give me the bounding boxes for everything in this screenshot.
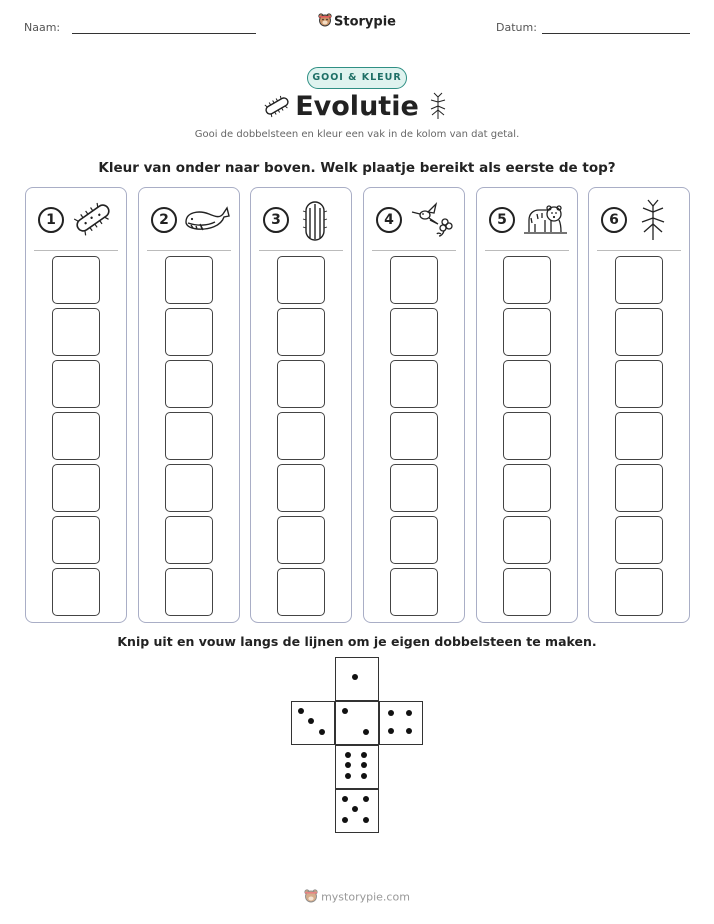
coloring-instruction: Kleur van onder naar boven. Welk plaatje bereikt als eerste de top? <box>98 160 616 176</box>
color-box[interactable] <box>52 516 100 564</box>
column-header <box>372 188 456 251</box>
pip <box>345 752 351 758</box>
die-face-3[interactable] <box>291 701 335 745</box>
pip <box>342 817 348 823</box>
pip <box>361 752 367 758</box>
date-label: Datum: <box>496 21 537 34</box>
color-box[interactable] <box>390 308 438 356</box>
color-box[interactable] <box>277 516 325 564</box>
column-header <box>485 188 569 251</box>
column-header <box>259 188 343 251</box>
die-face-2[interactable] <box>335 701 379 745</box>
die-face-5[interactable] <box>335 789 379 833</box>
color-box[interactable] <box>390 360 438 408</box>
color-box[interactable] <box>52 308 100 356</box>
color-box[interactable] <box>52 360 100 408</box>
color-box[interactable] <box>615 308 663 356</box>
color-box[interactable] <box>390 568 438 616</box>
color-box[interactable] <box>165 256 213 304</box>
color-box[interactable] <box>503 256 551 304</box>
pip <box>298 708 304 714</box>
color-box[interactable] <box>165 464 213 512</box>
color-box[interactable] <box>615 256 663 304</box>
color-box[interactable] <box>277 256 325 304</box>
subtitle: Gooi de dobbelsteen en kleur een vak in de kolom van dat getal. <box>194 129 520 140</box>
pip <box>345 773 351 779</box>
color-box[interactable] <box>165 568 213 616</box>
color-box[interactable] <box>390 256 438 304</box>
color-box[interactable] <box>503 464 551 512</box>
pip <box>388 710 394 716</box>
column-3 <box>250 187 352 623</box>
date-line[interactable] <box>542 33 690 34</box>
die-face-6[interactable] <box>335 745 379 789</box>
color-box[interactable] <box>52 568 100 616</box>
footer <box>0 889 714 906</box>
pip <box>342 796 348 802</box>
color-box[interactable] <box>52 464 100 512</box>
brand-logo <box>0 13 714 31</box>
stick-insect-icon <box>633 198 673 246</box>
column-header <box>34 188 118 251</box>
stick-insect-title-icon <box>428 92 448 124</box>
color-box[interactable] <box>503 360 551 408</box>
brand-name: Storypie <box>334 14 396 30</box>
color-box[interactable] <box>277 308 325 356</box>
column-header <box>147 188 231 251</box>
color-box[interactable] <box>52 256 100 304</box>
name-label: Naam: <box>24 21 61 34</box>
color-box[interactable] <box>390 464 438 512</box>
color-box[interactable] <box>277 360 325 408</box>
color-box[interactable] <box>165 360 213 408</box>
pip <box>345 762 351 768</box>
page-title: Evolutie <box>295 91 419 122</box>
polar-bear-icon <box>521 198 569 242</box>
pip <box>361 773 367 779</box>
pip <box>388 728 394 734</box>
cut-instruction: Knip uit en vouw langs de lijnen om je eigen dobbelsteen te maken. <box>117 634 597 649</box>
color-box[interactable] <box>615 360 663 408</box>
pip <box>319 729 325 735</box>
bacterium-icon <box>70 198 116 242</box>
number-circle: 3 <box>263 207 289 233</box>
pip <box>363 729 369 735</box>
color-box[interactable] <box>503 412 551 460</box>
color-box[interactable] <box>615 516 663 564</box>
hummingbird-flower-icon <box>408 198 456 242</box>
color-box[interactable] <box>52 412 100 460</box>
column-1 <box>25 187 127 623</box>
pip <box>361 762 367 768</box>
number-circle: 6 <box>601 207 627 233</box>
column-4 <box>363 187 465 623</box>
color-box[interactable] <box>390 516 438 564</box>
color-box[interactable] <box>615 412 663 460</box>
pip <box>406 728 412 734</box>
color-box[interactable] <box>277 412 325 460</box>
cactus-icon <box>295 198 335 246</box>
column-2 <box>138 187 240 623</box>
number-circle: 5 <box>489 207 515 233</box>
color-box[interactable] <box>615 568 663 616</box>
activity-badge: GOOI & KLEUR <box>307 67 407 89</box>
pip <box>363 796 369 802</box>
column-header <box>597 188 681 251</box>
pip <box>352 674 358 680</box>
die-face-1[interactable] <box>335 657 379 701</box>
column-6 <box>588 187 690 623</box>
whale-icon <box>183 198 231 242</box>
pip <box>363 817 369 823</box>
number-circle: 2 <box>151 207 177 233</box>
color-box[interactable] <box>503 308 551 356</box>
pip <box>352 806 358 812</box>
number-circle: 1 <box>38 207 64 233</box>
number-circle: 4 <box>376 207 402 233</box>
color-box[interactable] <box>277 568 325 616</box>
color-box[interactable] <box>390 412 438 460</box>
color-box[interactable] <box>165 516 213 564</box>
name-line[interactable] <box>72 33 256 34</box>
pip <box>308 718 314 724</box>
die-face-4[interactable] <box>379 701 423 745</box>
pip <box>406 710 412 716</box>
color-box[interactable] <box>277 464 325 512</box>
pip <box>342 708 348 714</box>
bear-logo-icon <box>304 889 318 906</box>
column-5 <box>476 187 578 623</box>
color-box[interactable] <box>165 412 213 460</box>
color-box[interactable] <box>503 568 551 616</box>
color-box[interactable] <box>615 464 663 512</box>
color-box[interactable] <box>165 308 213 356</box>
color-box[interactable] <box>503 516 551 564</box>
bear-logo-icon <box>318 13 332 31</box>
footer-url[interactable]: mystorypie.com <box>321 890 410 904</box>
